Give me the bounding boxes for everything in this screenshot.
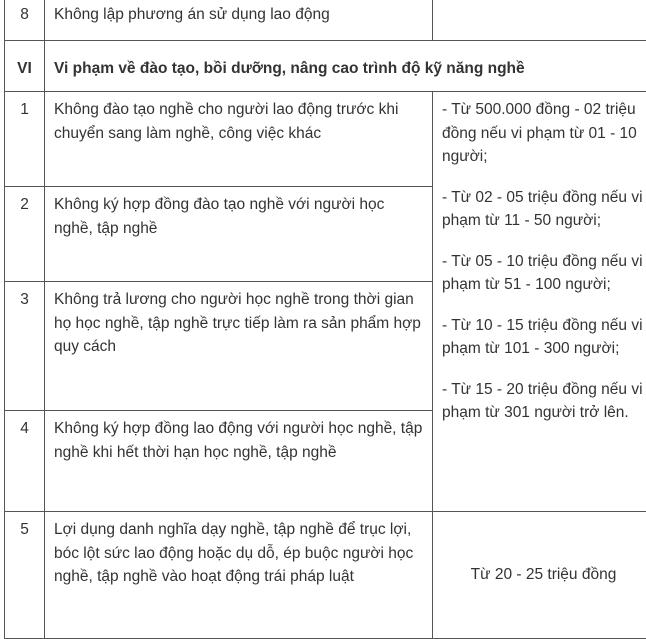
fine-cell: Từ 20 - 25 triệu đồng (433, 512, 646, 639)
violation-description: Không ký hợp đồng lao động với người học nghề, tập nghề khi hết thời hạn học nghề, tập nghề (45, 411, 433, 512)
fine-range-item: - Từ 02 - 05 triệu đồng nếu vi phạm từ 11 - 50 người; (442, 186, 646, 233)
row-number: 5 (5, 512, 45, 639)
table-row-5 (5, 512, 646, 639)
section-number: VI (5, 41, 45, 92)
violation-description: Không đào tạo nghề cho người lao động trước khi chuyển sang làm nghề, công việc khác (45, 92, 433, 187)
table-row-1 (5, 92, 646, 187)
row-number: 1 (5, 92, 45, 187)
fine-range-item: - Từ 15 - 20 triệu đồng nếu vi phạm từ 301 người trở lên. (442, 378, 646, 425)
section-title: Vi phạm về đào tạo, bồi dưỡng, nâng cao trình độ kỹ năng nghề (45, 41, 646, 92)
penalty-table-container (4, 0, 646, 639)
violation-description: Không trả lương cho người học nghề trong thời gian họ học nghề, tập nghề trực tiếp làm ra sản phẩm hợp quy cách (45, 282, 433, 411)
fine-range-item: - Từ 10 - 15 triệu đồng nếu vi phạm từ 101 - 300 người; (442, 314, 646, 361)
fine-range-cell (433, 92, 646, 512)
fine-cell (433, 0, 646, 41)
row-number: 3 (5, 282, 45, 411)
row-number: 4 (5, 411, 45, 512)
table-row-8 (5, 0, 646, 41)
row-number: 2 (5, 187, 45, 282)
section-header-row (5, 41, 646, 92)
violation-description: Không lập phương án sử dụng lao động (45, 0, 433, 41)
violation-description: Không ký hợp đồng đào tạo nghề với người học nghề, tập nghề (45, 187, 433, 282)
penalty-table (4, 0, 646, 639)
row-number: 8 (5, 0, 45, 41)
fine-range-item: - Từ 500.000 đồng - 02 triệu đồng nếu vi phạm từ 01 - 10 người; (442, 98, 646, 169)
violation-description: Lợi dụng danh nghĩa dạy nghề, tập nghề để trục lợi, bóc lột sức lao động hoặc dụ dỗ, ép buộc người học nghề, tập nghề vào hoạt động trái pháp luật (45, 512, 433, 639)
fine-range-item: - Từ 05 - 10 triệu đồng nếu vi phạm từ 51 - 100 người; (442, 250, 646, 297)
